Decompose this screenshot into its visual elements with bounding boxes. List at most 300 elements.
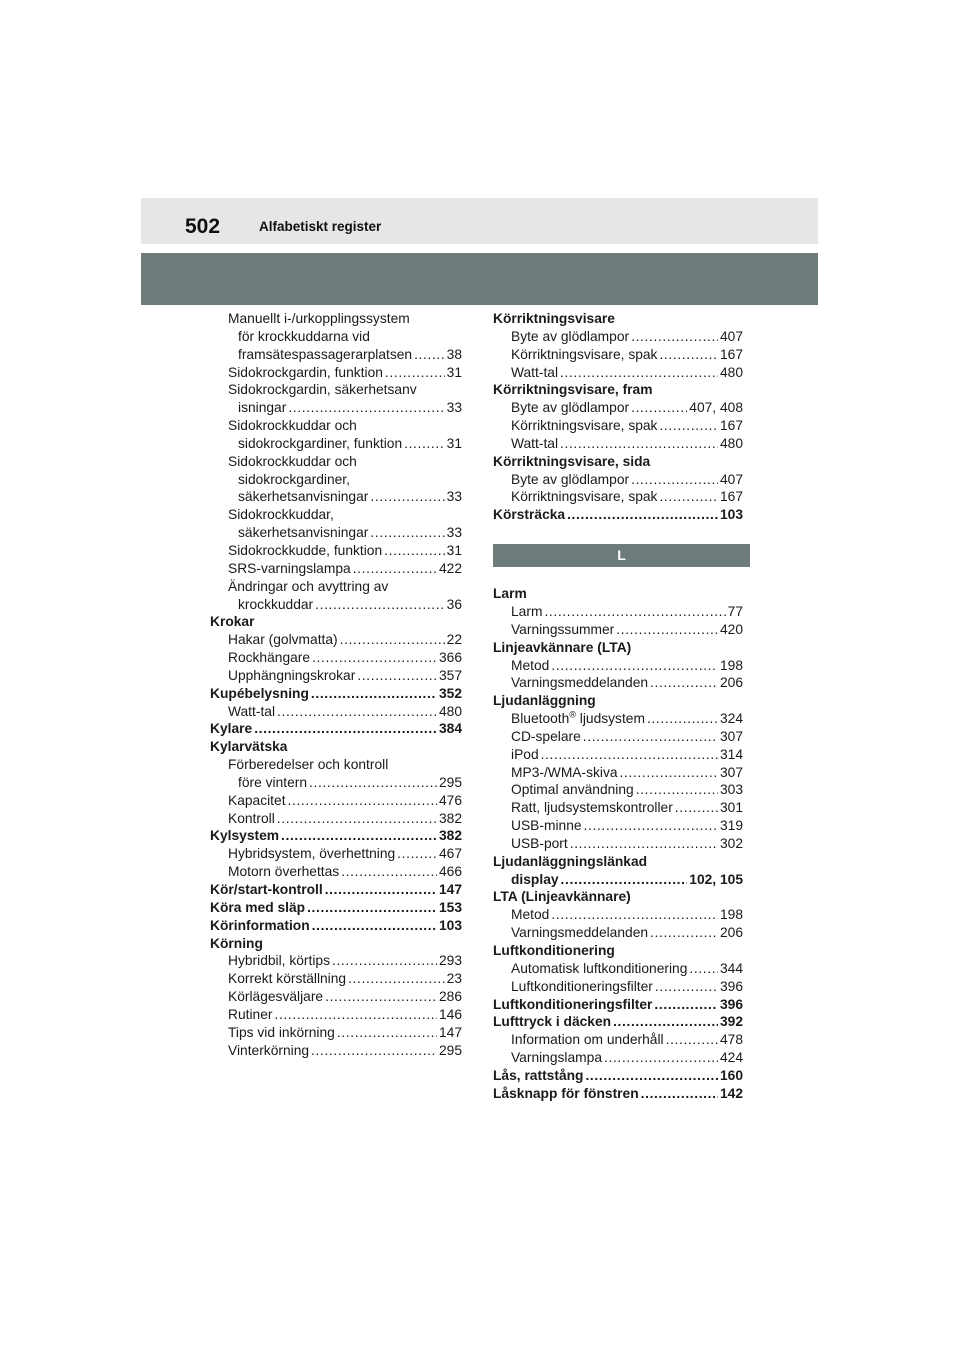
dot-leader <box>647 710 718 728</box>
entry-page-ref: 392 <box>719 1014 743 1030</box>
dot-leader <box>560 364 718 382</box>
entry-term-text: display <box>511 871 559 887</box>
index-subentry <box>210 1042 462 1060</box>
entry-term <box>238 328 370 346</box>
entry-page-ref: 23 <box>446 971 462 987</box>
entry-page-ref: 466 <box>438 864 462 880</box>
index-entry <box>210 613 462 631</box>
dot-leader <box>585 1067 718 1085</box>
dot-leader <box>654 996 718 1014</box>
entry-term <box>511 603 542 621</box>
entry-page-ref: 407 <box>719 328 743 344</box>
entry-page-ref: 407 <box>719 471 743 487</box>
entry-page-ref: 167 <box>719 489 743 505</box>
page-number: 502 <box>185 215 221 238</box>
entry-term <box>511 435 558 453</box>
entry-term-text: Ljudanläggning <box>493 693 596 709</box>
dot-leader <box>604 1049 718 1067</box>
entry-term <box>210 917 310 935</box>
entry-page-ref: 319 <box>719 818 743 834</box>
dot-leader <box>337 1024 437 1042</box>
entry-term <box>228 310 410 328</box>
entry-term <box>493 310 615 328</box>
entry-term-text: för krockkuddarna vid <box>238 328 370 344</box>
entry-term-text: Sidokrockkuddar och <box>228 453 357 469</box>
entry-term <box>210 613 254 631</box>
entry-term-text: iPod <box>511 746 539 762</box>
entry-page-ref: 314 <box>719 746 743 762</box>
dot-leader <box>254 720 437 738</box>
index-subentry <box>210 471 462 489</box>
entry-page-ref: 307 <box>719 764 743 780</box>
dot-leader <box>353 560 437 578</box>
index-subentry <box>210 863 462 881</box>
entry-term-text: Varningslampa <box>511 1050 603 1066</box>
index-subentry <box>493 1049 743 1067</box>
entry-term-text: Sidokrockkuddar och <box>228 418 357 434</box>
dot-leader <box>274 1006 436 1024</box>
entry-term <box>493 1013 611 1031</box>
entry-page-ref: 307 <box>719 728 743 744</box>
entry-term <box>228 649 310 667</box>
entry-term <box>210 881 323 899</box>
index-entry <box>210 899 462 917</box>
entry-term-text: Körinformation <box>210 917 310 933</box>
index-entry <box>493 996 743 1014</box>
dot-leader <box>560 435 718 453</box>
dot-leader <box>631 471 718 489</box>
entry-term <box>238 774 307 792</box>
entry-term <box>228 988 323 1006</box>
index-subentry <box>493 674 743 692</box>
index-subentry <box>493 399 743 417</box>
dot-leader <box>277 810 437 828</box>
index-subentry <box>493 817 743 835</box>
entry-term <box>511 1049 602 1067</box>
index-subentry <box>210 488 462 506</box>
entry-term-text: Sidokrockkuddar, <box>228 507 334 523</box>
dot-leader <box>616 621 718 639</box>
dot-leader <box>631 328 718 346</box>
entry-term <box>228 810 275 828</box>
entry-term-text: Automatisk luftkonditionering <box>511 960 688 976</box>
entry-term <box>511 346 657 364</box>
index-group-l <box>493 585 743 1102</box>
entry-term-text: USB-port <box>511 835 568 851</box>
entry-term <box>511 960 687 978</box>
entry-term-text: Kör/start-kontroll <box>210 882 323 897</box>
entry-term-text: Kupébelysning <box>210 685 309 701</box>
dot-leader <box>641 1085 718 1103</box>
entry-term-text: Körriktningsvisare, sida <box>493 453 651 469</box>
entry-term <box>228 792 286 810</box>
entry-term-text: Luftkonditioneringsfilter <box>511 978 653 994</box>
entry-term-text: Sidokrockgardin, säkerhetsanv <box>228 382 417 398</box>
dot-leader <box>397 845 437 863</box>
index-subentry <box>210 1006 462 1024</box>
dot-leader <box>636 781 718 799</box>
dot-leader <box>325 881 437 899</box>
index-subentry <box>210 453 462 471</box>
entry-term-text: Rutiner <box>228 1006 273 1022</box>
dot-leader <box>288 399 444 417</box>
entry-term <box>511 764 618 782</box>
entry-term-text: Ratt, ljudsystemskontroller <box>511 800 673 816</box>
entry-page-ref: 302 <box>719 835 743 851</box>
entry-term-text: Larm <box>511 603 543 619</box>
entry-term <box>238 488 368 506</box>
index-subentry <box>210 631 462 649</box>
entry-term-text: Hakar (golvmatta) <box>228 632 338 648</box>
entry-term-text: Byte av glödlampor <box>511 328 630 344</box>
dot-leader <box>325 988 437 1006</box>
dot-leader <box>288 792 437 810</box>
entry-term-text: Upphängningskrokar <box>228 667 356 683</box>
index-subentry <box>493 710 743 728</box>
index-subentry <box>493 364 743 382</box>
entry-term <box>511 906 549 924</box>
index-entry <box>493 942 743 960</box>
entry-term <box>228 417 357 435</box>
entry-term-text: Metod <box>511 657 550 673</box>
dot-leader <box>541 746 718 764</box>
entry-page-ref: 480 <box>719 364 743 380</box>
entry-page-ref: 167 <box>719 418 743 434</box>
index-subentry <box>210 703 462 721</box>
index-subentry <box>493 417 743 435</box>
dot-leader <box>370 488 444 506</box>
entry-page-ref: 33 <box>446 525 462 541</box>
index-subentry <box>493 603 743 621</box>
index-column-left <box>210 310 462 1059</box>
index-subentry <box>493 960 743 978</box>
entry-term-text: sidokrockgardiner, <box>238 471 350 487</box>
dot-leader <box>650 924 718 942</box>
entry-page-ref: 153 <box>438 899 462 915</box>
entry-term-text: SRS-varningslampa <box>228 560 351 576</box>
index-subentry <box>493 346 743 364</box>
entry-term-text: Optimal användning <box>511 782 634 798</box>
entry-term <box>493 996 652 1014</box>
entry-term <box>493 639 631 657</box>
entry-term <box>511 1031 664 1049</box>
index-subentry <box>493 978 743 996</box>
dot-leader <box>570 835 718 853</box>
index-subentry <box>210 845 462 863</box>
index-subentry <box>493 728 743 746</box>
index-subentry <box>210 596 462 614</box>
entry-term <box>228 560 351 578</box>
entry-page-ref: 352 <box>438 685 462 701</box>
dot-leader <box>666 1031 718 1049</box>
entry-term <box>511 781 634 799</box>
dot-leader <box>357 667 437 685</box>
index-subentry <box>493 764 743 782</box>
entry-term-text: CD-spelare <box>511 728 581 744</box>
dot-leader <box>404 435 445 453</box>
entry-term <box>228 845 395 863</box>
dot-leader <box>631 399 687 417</box>
entry-term <box>228 863 339 881</box>
entry-term-text: Watt-tal <box>511 364 559 380</box>
entry-page-ref: 33 <box>446 489 462 505</box>
entry-page-ref: 33 <box>446 400 462 416</box>
entry-page-ref: 420 <box>719 621 743 637</box>
entry-term <box>238 471 350 489</box>
entry-term <box>493 1067 583 1085</box>
entry-term-text: Varningssummer <box>511 621 615 637</box>
entry-page-ref: 424 <box>719 1050 743 1066</box>
index-subentry <box>493 781 743 799</box>
index-entry <box>493 585 743 603</box>
entry-term-text: Larm <box>493 586 527 602</box>
entry-page-ref: 366 <box>438 650 462 666</box>
index-entry <box>210 827 462 845</box>
entry-term-text: Förberedelser och kontroll <box>228 757 389 773</box>
dot-leader <box>551 657 718 675</box>
entry-term-text: Hybridsystem, överhettning <box>228 846 396 862</box>
index-entry <box>210 935 462 953</box>
entry-term-text: Körriktningsvisare, fram <box>493 382 653 398</box>
entry-term-text: Krokar <box>210 614 255 630</box>
entry-term-text: Körriktningsvisare <box>493 311 615 326</box>
entry-term-text: Vinterkörning <box>228 1042 310 1058</box>
index-entry <box>210 738 462 756</box>
entry-term <box>511 817 582 835</box>
index-group-k <box>493 310 743 524</box>
entry-page-ref: 480 <box>438 703 462 719</box>
entry-term <box>493 853 647 871</box>
entry-page-ref: 303 <box>719 782 743 798</box>
dot-leader <box>341 863 437 881</box>
dot-leader <box>370 524 444 542</box>
entry-term-text: Korrekt körställning <box>228 971 347 987</box>
header-band <box>141 253 818 305</box>
dot-leader <box>659 346 718 364</box>
index-subentry <box>210 310 462 328</box>
entry-term-text: säkerhetsanvisningar <box>238 525 369 541</box>
index-subentry <box>210 328 462 346</box>
dot-leader <box>384 542 444 560</box>
entry-page-ref: 295 <box>438 1042 462 1058</box>
entry-page-ref: 295 <box>438 774 462 790</box>
entry-term <box>493 585 527 603</box>
entry-page-ref: 206 <box>719 925 743 941</box>
entry-term <box>228 453 357 471</box>
entry-page-ref: 382 <box>438 810 462 826</box>
index-subentry <box>493 657 743 675</box>
entry-term <box>228 542 382 560</box>
dot-leader <box>311 685 437 703</box>
dot-leader <box>567 506 718 524</box>
index-subentry <box>493 328 743 346</box>
entry-term-text: Lufttryck i däcken <box>493 1014 612 1030</box>
dot-leader <box>675 799 718 817</box>
index-entry <box>493 888 743 906</box>
entry-term-text: Linjeavkännare (LTA) <box>493 639 632 655</box>
dot-leader <box>385 364 445 382</box>
index-subentry <box>210 649 462 667</box>
entry-term-text: Kapacitet <box>228 792 286 808</box>
index-subentry <box>493 924 743 942</box>
dot-leader <box>307 899 437 917</box>
index-subentry <box>210 524 462 542</box>
entry-term <box>210 738 287 756</box>
index-entry <box>493 639 743 657</box>
entry-page-ref: 476 <box>438 792 462 808</box>
entry-term-suffix: ljudsystem <box>575 711 645 727</box>
entry-term <box>511 871 559 889</box>
entry-term-text: framsätespassagerarplatsen <box>238 346 413 362</box>
entry-term-text: Kylsystem <box>210 828 280 844</box>
index-entry <box>210 685 462 703</box>
entry-term <box>493 692 596 710</box>
entry-term <box>228 364 383 382</box>
index-subentry <box>210 952 462 970</box>
entry-term-text: Ljudanläggningslänkad <box>493 853 648 869</box>
entry-page-ref: 38 <box>446 346 462 362</box>
index-subentry <box>493 1031 743 1049</box>
entry-page-ref: 147 <box>438 1024 462 1040</box>
index-subentry <box>493 799 743 817</box>
entry-page-ref: 357 <box>438 667 462 683</box>
entry-term <box>493 453 650 471</box>
dot-leader <box>348 970 445 988</box>
entry-term <box>511 978 653 996</box>
entry-term-text: Körlägesväljare <box>228 989 324 1005</box>
entry-term-text: Sidokrockgardin, funktion <box>228 364 383 380</box>
entry-term-text: Luftkonditioneringsfilter <box>493 996 653 1012</box>
entry-term-text: Lås, rattstång <box>493 1067 584 1083</box>
entry-term <box>511 746 539 764</box>
entry-term <box>228 756 388 774</box>
dot-leader <box>551 906 718 924</box>
entry-term-text: Watt-tal <box>228 703 276 719</box>
entry-page-ref: 160 <box>719 1067 743 1083</box>
entry-term <box>228 381 417 399</box>
index-subentry <box>210 667 462 685</box>
entry-term-text: Luftkonditionering <box>493 943 615 958</box>
index-entry <box>493 310 743 328</box>
index-subentry <box>493 471 743 489</box>
entry-term <box>238 399 286 417</box>
entry-page-ref: 324 <box>719 711 743 727</box>
entry-term <box>210 935 263 953</box>
entry-term-text: Information om underhåll <box>511 1032 664 1048</box>
entry-term-text: Köra med släp <box>210 899 306 915</box>
entry-term <box>238 596 313 614</box>
entry-page-ref: 407, 408 <box>689 400 743 416</box>
dot-leader <box>613 1013 718 1031</box>
entry-term <box>493 888 631 906</box>
entry-term <box>228 578 388 596</box>
entry-term <box>511 621 614 639</box>
entry-page-ref: 31 <box>446 542 462 558</box>
entry-term-text: MP3-/WMA-skiva <box>511 764 618 780</box>
index-subentry <box>210 774 462 792</box>
entry-term-text: sidokrockgardiner, funktion <box>238 435 403 451</box>
index-subentry <box>210 810 462 828</box>
index-subentry <box>493 746 743 764</box>
entry-page-ref: 31 <box>446 364 462 380</box>
entry-term-text: Metod <box>511 907 550 923</box>
index-entry <box>493 1067 743 1085</box>
entry-term-text: Körning <box>210 935 263 951</box>
index-subentry <box>210 756 462 774</box>
entry-term <box>238 524 368 542</box>
entry-term-text: krockkuddar <box>238 596 314 612</box>
entry-term-text: säkerhetsanvisningar <box>238 489 369 505</box>
entry-term <box>228 631 338 649</box>
entry-term-text: USB-minne <box>511 818 582 834</box>
entry-page-ref: 382 <box>438 828 462 844</box>
dot-leader <box>312 917 437 935</box>
entry-page-ref: 198 <box>719 907 743 923</box>
index-subentry <box>210 399 462 417</box>
dot-leader <box>340 631 445 649</box>
index-subentry <box>210 417 462 435</box>
index-entry <box>210 720 462 738</box>
entry-term-text: Körriktningsvisare, spak <box>511 489 658 505</box>
entry-term-text: Sidokrockkudde, funktion <box>228 542 383 558</box>
entry-page-ref: 103 <box>719 507 743 523</box>
index-subentry <box>210 578 462 596</box>
entry-page-ref: 480 <box>719 435 743 451</box>
entry-page-ref: 22 <box>446 632 462 648</box>
dot-leader <box>689 960 718 978</box>
entry-term-text: Tips vid inkörning <box>228 1024 335 1040</box>
index-subentry <box>493 488 743 506</box>
index-entry <box>210 917 462 935</box>
entry-page-ref: 384 <box>438 721 462 737</box>
entry-page-ref: 36 <box>446 596 462 612</box>
entry-page-ref: 396 <box>719 978 743 994</box>
dot-leader <box>332 952 437 970</box>
dot-leader <box>311 1042 437 1060</box>
entry-term-text: Körriktningsvisare, spak <box>511 418 658 434</box>
entry-term <box>493 506 565 524</box>
entry-term-text: Varningsmeddelanden <box>511 925 649 941</box>
entry-term-text: Varningsmeddelanden <box>511 675 649 691</box>
index-subentry <box>210 560 462 578</box>
entry-page-ref: 103 <box>438 917 462 933</box>
entry-term <box>511 657 549 675</box>
entry-term-text: Motorn överhettas <box>228 864 340 880</box>
index-subentry <box>493 906 743 924</box>
entry-term <box>210 685 309 703</box>
entry-page-ref: 146 <box>438 1006 462 1022</box>
index-entry <box>493 1013 743 1031</box>
entry-term <box>228 506 334 524</box>
dot-leader <box>659 488 718 506</box>
entry-page-ref: 467 <box>438 846 462 862</box>
entry-term-text: Körsträcka <box>493 507 566 523</box>
letter-heading-l: L <box>493 544 750 567</box>
dot-leader <box>620 764 718 782</box>
entry-term-text: Körriktningsvisare, spak <box>511 346 658 362</box>
entry-term <box>228 1006 272 1024</box>
index-entry <box>493 853 743 871</box>
dot-leader <box>312 649 437 667</box>
entry-term <box>228 703 275 721</box>
entry-term <box>238 346 412 364</box>
entry-term-text: Byte av glödlampor <box>511 400 630 416</box>
entry-term-text: före vintern <box>238 774 308 790</box>
entry-term <box>511 328 629 346</box>
index-subentry <box>210 381 462 399</box>
entry-term-text: Bluetooth <box>511 711 570 727</box>
index-entry <box>493 506 743 524</box>
